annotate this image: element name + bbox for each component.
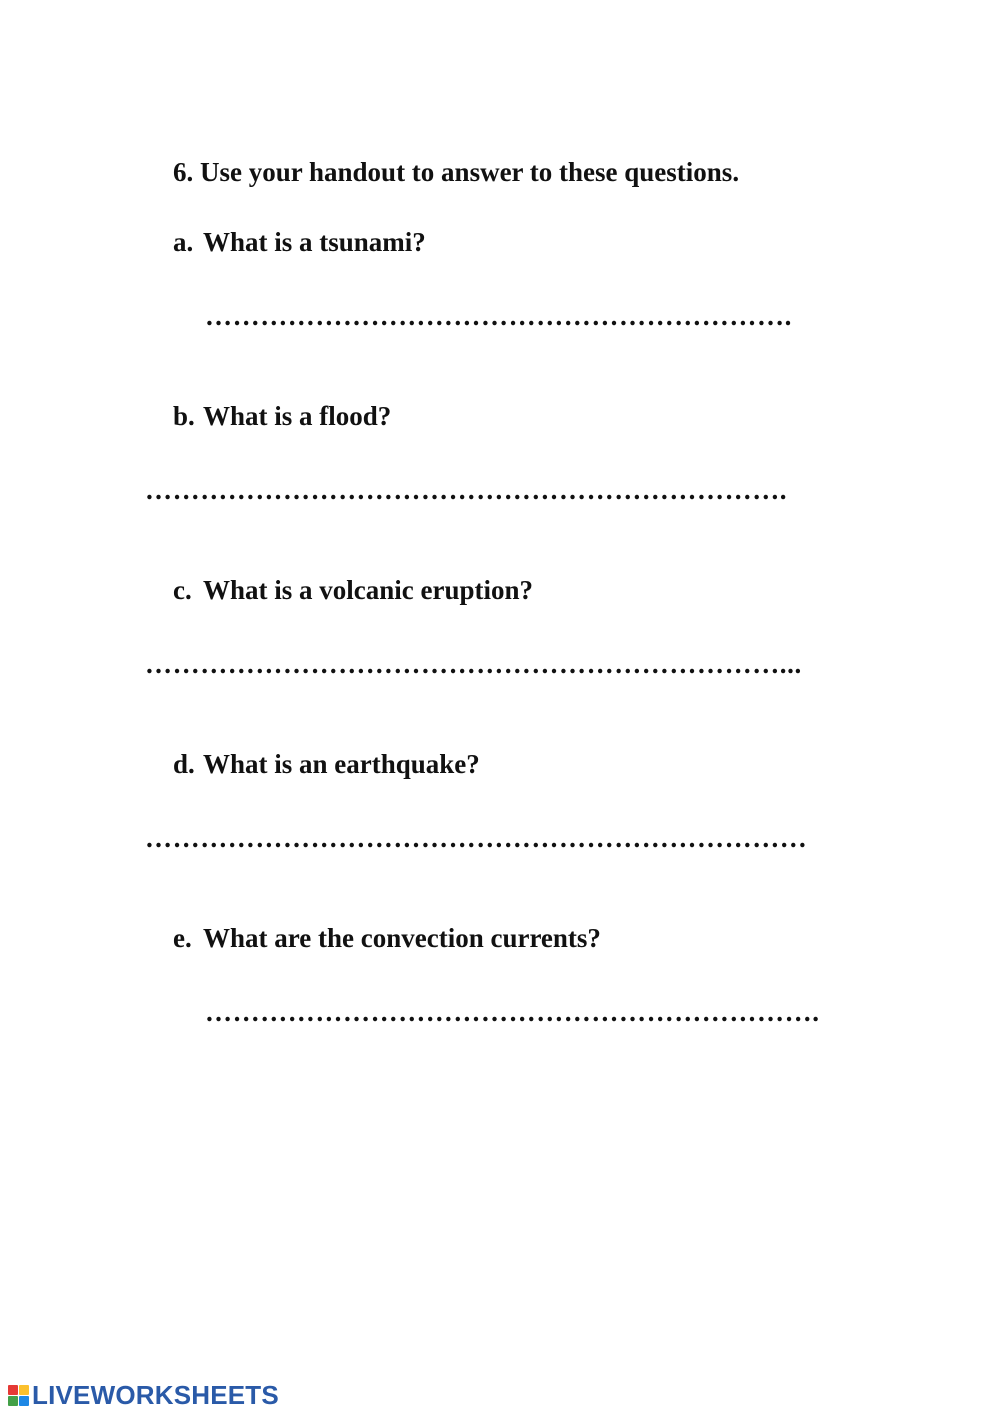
brand-name: LIVEWORKSHEETS (32, 1380, 279, 1410)
question-e (173, 922, 601, 954)
question-text: What is a flood? (203, 401, 392, 431)
answer-line-c[interactable]: ……………………………………………………………... (145, 649, 802, 679)
logo-block-red (8, 1385, 18, 1395)
answer-line-d[interactable]: ……………………………………………………………… (145, 823, 808, 853)
answer-line-b[interactable]: ……………………………………………………………. (145, 475, 788, 505)
question-letter: c. (173, 575, 192, 605)
answer-line-a[interactable]: ………………………………………………………. (205, 301, 792, 331)
logo-block-green (8, 1396, 18, 1406)
question-letter: e. (173, 923, 192, 953)
question-a (173, 226, 426, 258)
question-d (173, 748, 480, 780)
question-letter: b. (173, 401, 195, 431)
question-text: What are the convection currents? (203, 923, 601, 953)
question-letter: d. (173, 749, 195, 779)
worksheet-heading: 6. Use your handout to answer to these questions. (173, 157, 740, 187)
question-text: What is a volcanic eruption? (203, 575, 534, 605)
footer-brand[interactable] (8, 1380, 279, 1411)
question-b (173, 400, 391, 432)
logo-block-blue (19, 1396, 29, 1406)
liveworksheets-logo-icon (8, 1385, 29, 1406)
question-letter: a. (173, 227, 194, 257)
logo-block-yellow (19, 1385, 29, 1395)
question-text: What is an earthquake? (203, 749, 480, 779)
question-c (173, 574, 533, 606)
answer-line-e[interactable]: …………………………………………………………. (205, 997, 820, 1027)
question-text: What is a tsunami? (203, 227, 426, 257)
